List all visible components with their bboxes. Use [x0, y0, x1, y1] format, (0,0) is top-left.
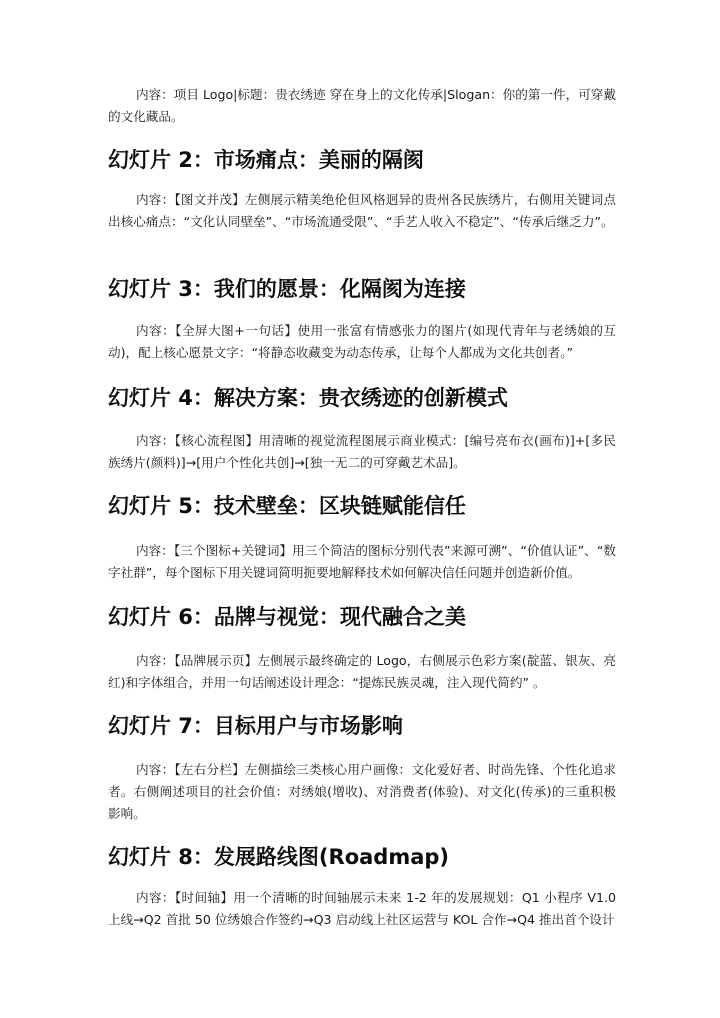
slide-6-content-block: [108, 650, 616, 694]
slide-7-heading-block: [108, 712, 616, 740]
slide-8-content: 内容：【时间轴】用一个清晰的时间轴展示未来 1-2 年的发展规划：Q1 小程序 V1.0 上线→Q2 首批 50 位绣娘合作签约→Q3 启动线上社区运营与 KOL 合作→Q4 推出首个设计: [108, 890, 616, 927]
slide-5-heading-block: [108, 492, 616, 520]
slide-3-heading: 幻灯片 3：我们的愿景：化隔阂为连接: [108, 277, 466, 301]
slide-5-heading: 幻灯片 5：技术壁垒：区块链赋能信任: [108, 494, 466, 518]
intro-block: [108, 84, 616, 128]
slide-4-content-block: [108, 430, 616, 474]
slide-7-content-block: [108, 759, 616, 825]
slide-8-content-block: [108, 887, 616, 931]
slide-3-content-block: [108, 320, 616, 364]
slide-4-heading-block: [108, 384, 616, 412]
slide-7-heading: 幻灯片 7：目标用户与市场影响: [108, 714, 403, 738]
slide-7-content: 内容：【左右分栏】左侧描绘三类核心用户画像：文化爱好者、时尚先锋、个性化追求者。右侧阐述项目的社会价值：对绣娘(增收)、对消费者(体验)、对文化(传承)的三重积极影响。: [108, 762, 616, 821]
slide-2-heading-block: [108, 146, 616, 174]
slide-2-heading: 幻灯片 2：市场痛点：美丽的隔阂: [108, 148, 424, 172]
slide-3-heading-block: [108, 275, 616, 303]
slide-2-content: 内容：【图文并茂】左侧展示精美绝伦但风格迥异的贵州各民族绣片，右侧用关键词点出核心痛点：“文化认同壁垒”、“市场流通受限”、“手艺人收入不稳定”、“传承后继乏力”。: [108, 192, 616, 229]
slide-8-heading-block: [108, 843, 616, 871]
slide-5-content: 内容：【三个图标+关键词】用三个简洁的图标分别代表”来源可溯”、“价值认证”、“数字社群”，每个图标下用关键词简明扼要地解释技术如何解决信任问题并创造新价值。: [108, 543, 616, 580]
slide-6-heading: 幻灯片 6：品牌与视觉：现代融合之美: [108, 605, 466, 629]
slide-6-heading-block: [108, 603, 616, 631]
slide-8-heading: 幻灯片 8：发展路线图(Roadmap): [108, 845, 450, 869]
slide-6-content: 内容：【品牌展示页】左侧展示最终确定的 Logo，右侧展示色彩方案(靛蓝、银灰、亮红)和字体组合，并用一句话阐述设计理念：“提炼民族灵魂，注入现代简约” 。: [108, 653, 616, 690]
intro-paragraph: 内容：项目 Logo|标题：贵衣绣迹 穿在身上的文化传承|Slogan：你的第一件，可穿戴的文化藏品。: [108, 87, 616, 124]
slide-2-content-block: [108, 189, 616, 233]
slide-4-content: 内容：【核心流程图】用清晰的视觉流程图展示商业模式：[编号亮布衣(画布)]+[多民族绣片(颜料)]→[用户个性化共创]→[独一无二的可穿戴艺术品]。: [108, 433, 616, 470]
slide-3-content: 内容：【全屏大图+一句话】使用一张富有情感张力的图片(如现代青年与老绣娘的互动)，配上核心愿景文字：“将静态收藏变为动态传承，让每个人都成为文化共创者。”: [108, 323, 616, 360]
slide-4-heading: 幻灯片 4：解决方案：贵衣绣迹的创新模式: [108, 386, 508, 410]
slide-5-content-block: [108, 540, 616, 584]
